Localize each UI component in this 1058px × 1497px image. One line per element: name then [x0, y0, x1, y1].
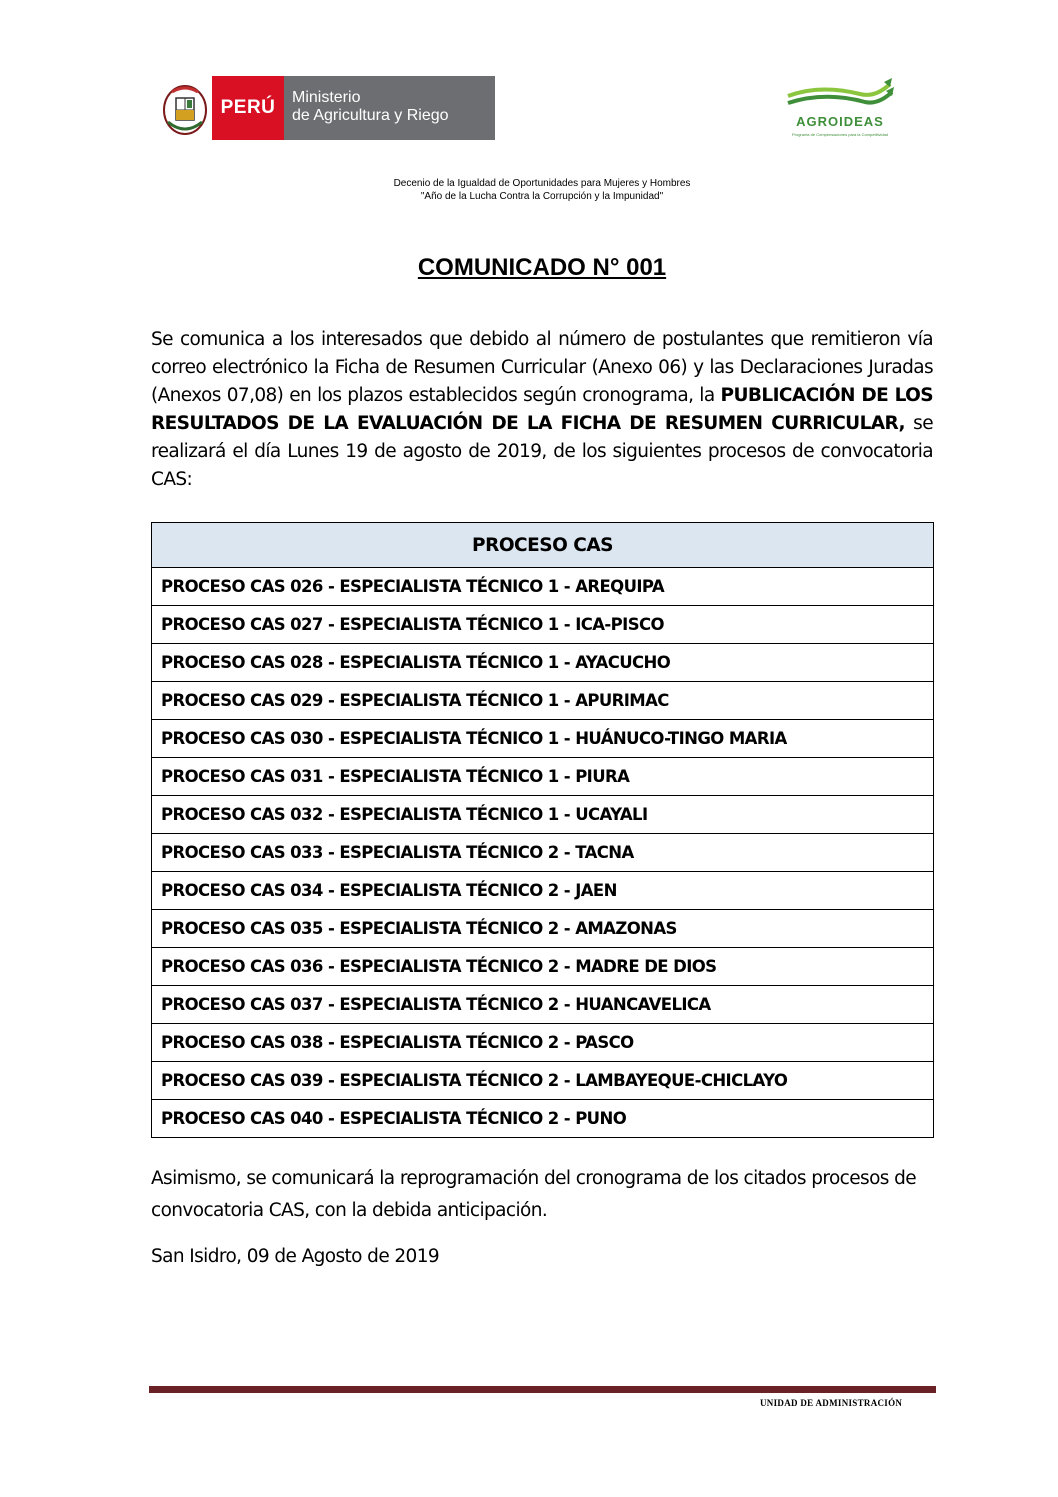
table-row: PROCESO CAS 037 - ESPECIALISTA TÉCNICO 2 - HUANCAVELICA: [152, 986, 934, 1024]
agroideas-tagline: Programa de Compensaciones para la Competitividad: [791, 132, 889, 137]
table-header: PROCESO CAS: [152, 523, 934, 568]
table-row: PROCESO CAS 032 - ESPECIALISTA TÉCNICO 1 - UCAYALI: [152, 796, 934, 834]
closing-paragraph: Asimismo, se comunicará la reprogramación del cronograma de los citados procesos de convocatoria CAS, con la debida anticipación.: [151, 1168, 917, 1221]
proceso-cas-table: [151, 522, 934, 1138]
table-row: PROCESO CAS 039 - ESPECIALISTA TÉCNICO 2 - LAMBAYEQUE-CHICLAYO: [152, 1062, 934, 1100]
agroideas-logo: [780, 76, 900, 142]
place-date: San Isidro, 09 de Agosto de 2019: [151, 1246, 440, 1267]
agroideas-name: AGROIDEAS: [796, 114, 884, 129]
ministry-logo: [212, 76, 495, 140]
intro-bold: PUBLICACIÓN DE LOS RESULTADOS DE LA EVALUACIÓN DE LA FICHA DE RESUMEN CURRICULAR,: [151, 385, 933, 434]
table-row: PROCESO CAS 038 - ESPECIALISTA TÉCNICO 2 - PASCO: [152, 1024, 934, 1062]
table-row: PROCESO CAS 034 - ESPECIALISTA TÉCNICO 2 - JAEN: [152, 872, 934, 910]
table-row: PROCESO CAS 035 - ESPECIALISTA TÉCNICO 2 - AMAZONAS: [152, 910, 934, 948]
table-row: PROCESO CAS 033 - ESPECIALISTA TÉCNICO 2 - TACNA: [152, 834, 934, 872]
table-row: PROCESO CAS 029 - ESPECIALISTA TÉCNICO 1 - APURIMAC: [152, 682, 934, 720]
table-row: PROCESO CAS 026 - ESPECIALISTA TÉCNICO 1 - AREQUIPA: [152, 568, 934, 606]
table-row: PROCESO CAS 036 - ESPECIALISTA TÉCNICO 2 - MADRE DE DIOS: [152, 948, 934, 986]
table-row: PROCESO CAS 040 - ESPECIALISTA TÉCNICO 2 - PUNO: [152, 1100, 934, 1138]
footer-unit: UNIDAD DE ADMINISTRACIÓN: [760, 1398, 903, 1408]
coat-of-arms-icon: [160, 78, 210, 138]
table-row: PROCESO CAS 027 - ESPECIALISTA TÉCNICO 1 - ICA-PISCO: [152, 606, 934, 644]
letterhead: [160, 74, 900, 144]
page-title: COMUNICADO N° 001: [417, 254, 667, 281]
table-row: PROCESO CAS 030 - ESPECIALISTA TÉCNICO 1 - HUÁNUCO-TINGO MARIA: [152, 720, 934, 758]
intro-paragraph: Se comunica a los interesados que debido al número de postulantes que remitieron vía correo electrónico la Ficha de Resumen Curricular (Anexo 06) y las Declaraciones Juradas (Anexos 07,08) en los plazos establecidos según cronograma, la PUBLICACIÓN DE LOS RESULTADOS DE LA EVALUACIÓN DE LA FICHA DE RESUMEN CURRICULAR, se realizará el día Lunes 19 de agosto de 2019, de los siguientes procesos de convocatoria CAS:: [151, 329, 933, 490]
table-row: PROCESO CAS 031 - ESPECIALISTA TÉCNICO 1 - PIURA: [152, 758, 934, 796]
agroideas-leaf-icon: [780, 76, 900, 116]
table-row: PROCESO CAS 028 - ESPECIALISTA TÉCNICO 1 - AYACUCHO: [152, 644, 934, 682]
peru-label: PERÚ: [212, 76, 284, 140]
decenio-header: Decenio de la Igualdad de Oportunidades para Mujeres y Hombres "Año de la Lucha Contra la Corrupción y la Impunidad": [393, 178, 691, 202]
ministry-name: Ministerio de Agricultura y Riego: [284, 76, 495, 140]
footer-divider: [149, 1386, 936, 1393]
